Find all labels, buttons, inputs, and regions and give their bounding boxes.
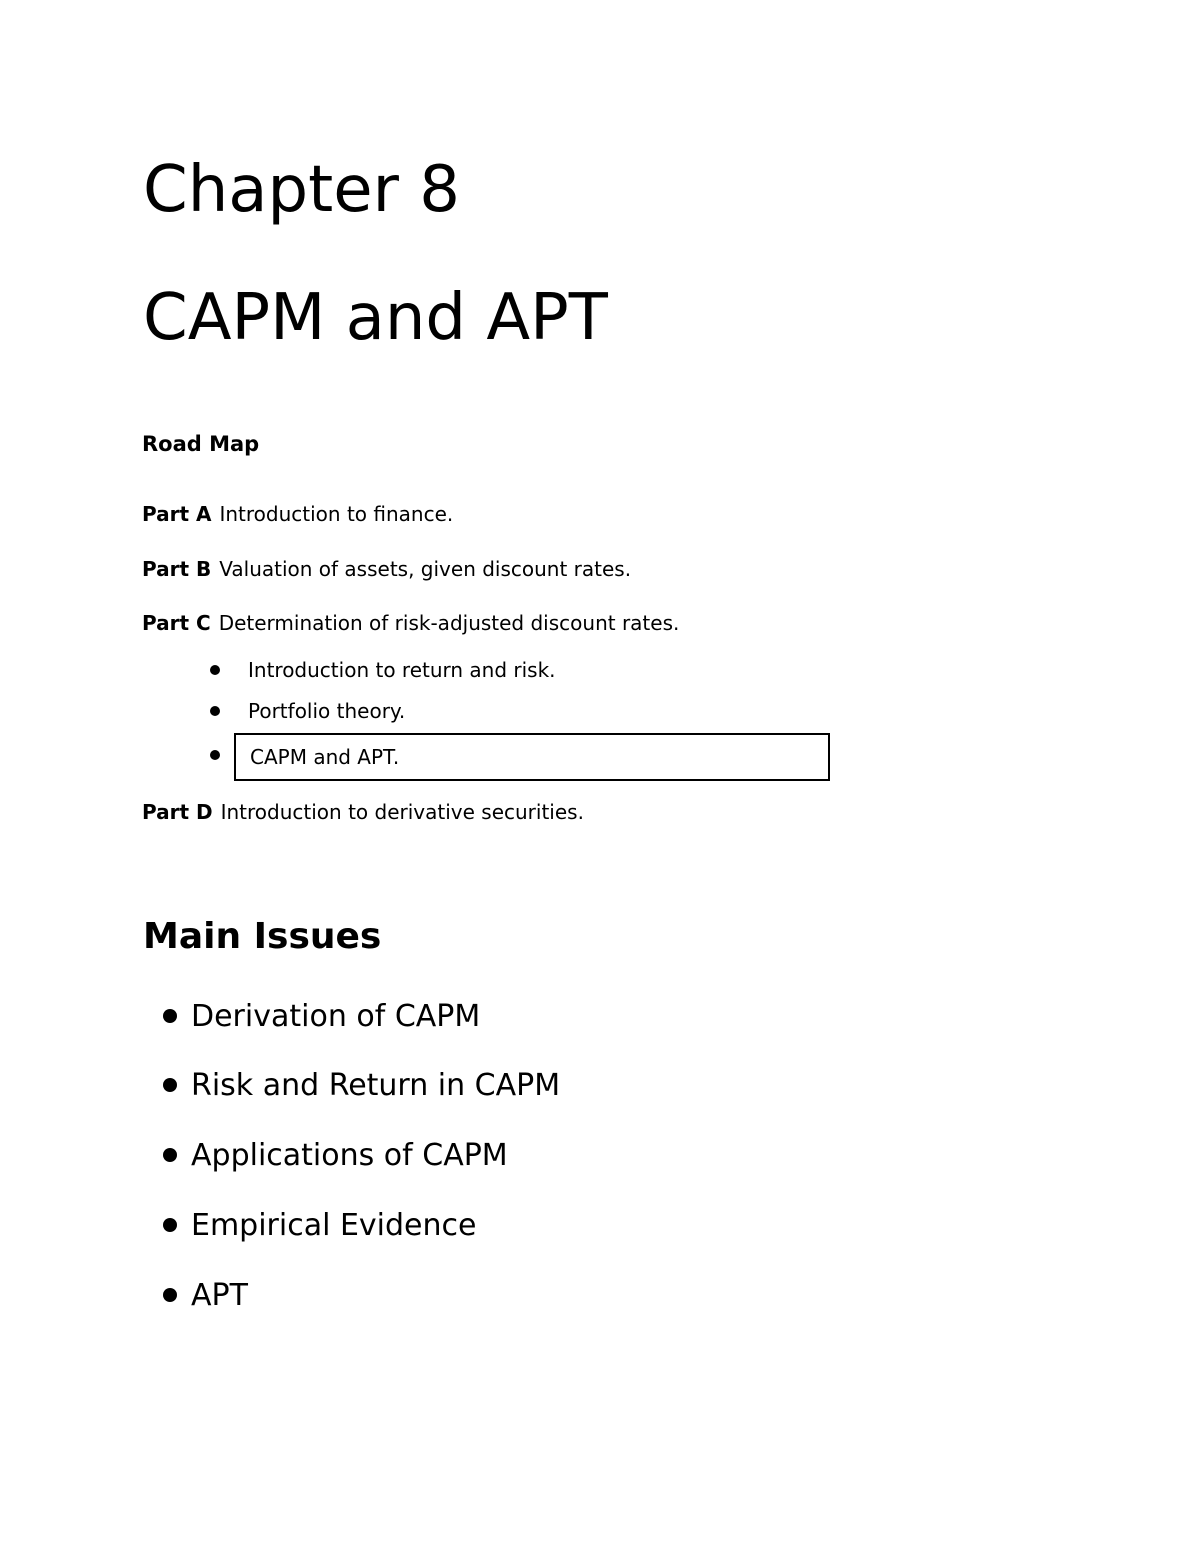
issue-item-text: Risk and Return in CAPM bbox=[191, 1068, 561, 1103]
chapter-title: CAPM and APT bbox=[143, 281, 608, 355]
part-d-text: Introduction to derivative securities. bbox=[220, 800, 584, 824]
part-c-item-return-risk bbox=[210, 656, 556, 684]
part-a-text: Introduction to finance. bbox=[219, 502, 454, 526]
road-map-heading: Road Map bbox=[142, 432, 260, 456]
part-a-label: Part A bbox=[142, 502, 212, 526]
bullet-icon bbox=[210, 665, 220, 675]
part-d-line bbox=[142, 798, 584, 826]
bullet-icon bbox=[210, 706, 220, 716]
bullet-icon bbox=[163, 1288, 177, 1302]
part-c-item-text: Introduction to return and risk. bbox=[248, 658, 556, 682]
issue-item-text: Derivation of CAPM bbox=[191, 999, 481, 1034]
bullet-icon bbox=[163, 1009, 177, 1023]
issue-item-risk-return bbox=[163, 1066, 560, 1106]
issue-item-applications bbox=[163, 1136, 508, 1176]
chapter-label: Chapter 8 bbox=[143, 153, 460, 227]
part-b-line bbox=[142, 555, 631, 583]
part-d-label: Part D bbox=[142, 800, 213, 824]
issue-item-derivation bbox=[163, 997, 480, 1037]
issue-item-apt bbox=[163, 1276, 248, 1316]
issue-item-text: Empirical Evidence bbox=[191, 1208, 477, 1243]
part-c-item-text: Portfolio theory. bbox=[248, 699, 406, 723]
part-c-text: Determination of risk-adjusted discount rates. bbox=[218, 611, 680, 635]
issue-item-empirical-evidence bbox=[163, 1206, 476, 1246]
part-c-item-capm-apt-highlighted bbox=[210, 733, 830, 781]
part-a-line bbox=[142, 500, 453, 528]
issue-item-text: Applications of CAPM bbox=[191, 1138, 508, 1173]
issue-item-text: APT bbox=[191, 1278, 248, 1313]
part-c-label: Part C bbox=[142, 611, 211, 635]
bullet-icon bbox=[163, 1078, 177, 1092]
part-b-text: Valuation of assets, given discount rates. bbox=[219, 557, 632, 581]
main-issues-heading: Main Issues bbox=[143, 916, 382, 957]
bullet-icon bbox=[163, 1218, 177, 1232]
part-b-label: Part B bbox=[142, 557, 212, 581]
highlight-box: CAPM and APT. bbox=[234, 733, 830, 781]
part-c-line bbox=[142, 609, 679, 637]
bullet-icon bbox=[210, 750, 220, 760]
bullet-icon bbox=[163, 1148, 177, 1162]
part-c-item-portfolio-theory bbox=[210, 697, 405, 725]
